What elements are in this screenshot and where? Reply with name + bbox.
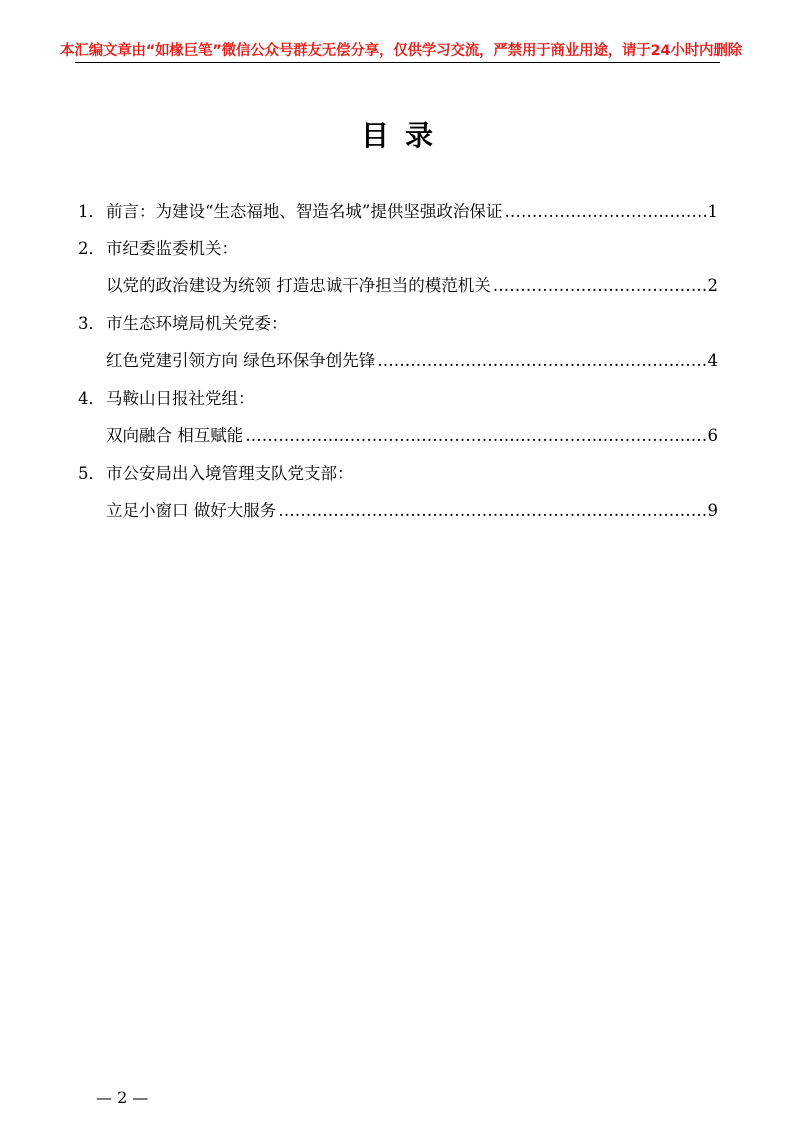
toc-section-3 bbox=[78, 313, 718, 335]
toc-entry-title: 立足小窗口 做好大服务 bbox=[106, 501, 277, 520]
toc-entry-page: 2 bbox=[707, 276, 718, 295]
toc-entry-number: 2． bbox=[78, 239, 105, 258]
toc-entry-title: 以党的政治建设为统领 打造忠诚干净担当的模范机关 bbox=[106, 276, 491, 295]
toc-leader-dots bbox=[245, 425, 705, 447]
toc-section-4 bbox=[78, 388, 718, 410]
header-divider bbox=[75, 62, 720, 63]
toc-leader-dots bbox=[493, 275, 706, 297]
toc-entry-number: 4． bbox=[78, 389, 105, 408]
toc-leader-dots bbox=[504, 201, 705, 223]
toc-section-title: 市生态环境局机关党委： bbox=[106, 314, 288, 333]
toc-entry-title: 红色党建引领方向 绿色环保争创先锋 bbox=[106, 351, 376, 370]
toc-section-5 bbox=[78, 463, 718, 485]
toc-entry-page: 6 bbox=[707, 426, 718, 445]
toc-entry-4[interactable] bbox=[106, 425, 718, 447]
toc-section-2 bbox=[78, 238, 718, 260]
toc-leader-dots bbox=[377, 350, 705, 372]
toc-entry-title: 前言：为建设“生态福地、智造名城”提供坚强政治保证 bbox=[106, 202, 503, 221]
toc-entry-5[interactable] bbox=[106, 500, 718, 522]
toc-entry-page: 1 bbox=[707, 202, 718, 221]
toc-leader-dots bbox=[278, 500, 705, 522]
toc-section-title: 马鞍山日报社党组： bbox=[106, 389, 255, 408]
toc-entry-page: 9 bbox=[707, 501, 718, 520]
toc-section-title: 市公安局出入境管理支队党支部： bbox=[106, 464, 354, 483]
toc-entry-3[interactable] bbox=[106, 350, 718, 372]
toc-entry-title: 双向融合 相互赋能 bbox=[106, 426, 244, 445]
toc-entry-2[interactable] bbox=[106, 275, 718, 297]
toc-entry-number: 3． bbox=[78, 314, 105, 333]
toc-entry-1[interactable] bbox=[78, 201, 718, 223]
page-number: — 2 — bbox=[96, 1088, 149, 1107]
page-title: 目录 bbox=[360, 119, 449, 152]
toc-entry-page: 4 bbox=[707, 351, 718, 370]
header-notice: 本汇编文章由“如椽巨笔”微信公众号群友无偿分享，仅供学习交流，严禁用于商业用途，请于24小时内删除 bbox=[60, 43, 742, 59]
toc-entry-number: 1． bbox=[78, 202, 105, 221]
toc-entry-number: 5． bbox=[78, 464, 105, 483]
toc-section-title: 市纪委监委机关： bbox=[106, 239, 238, 258]
